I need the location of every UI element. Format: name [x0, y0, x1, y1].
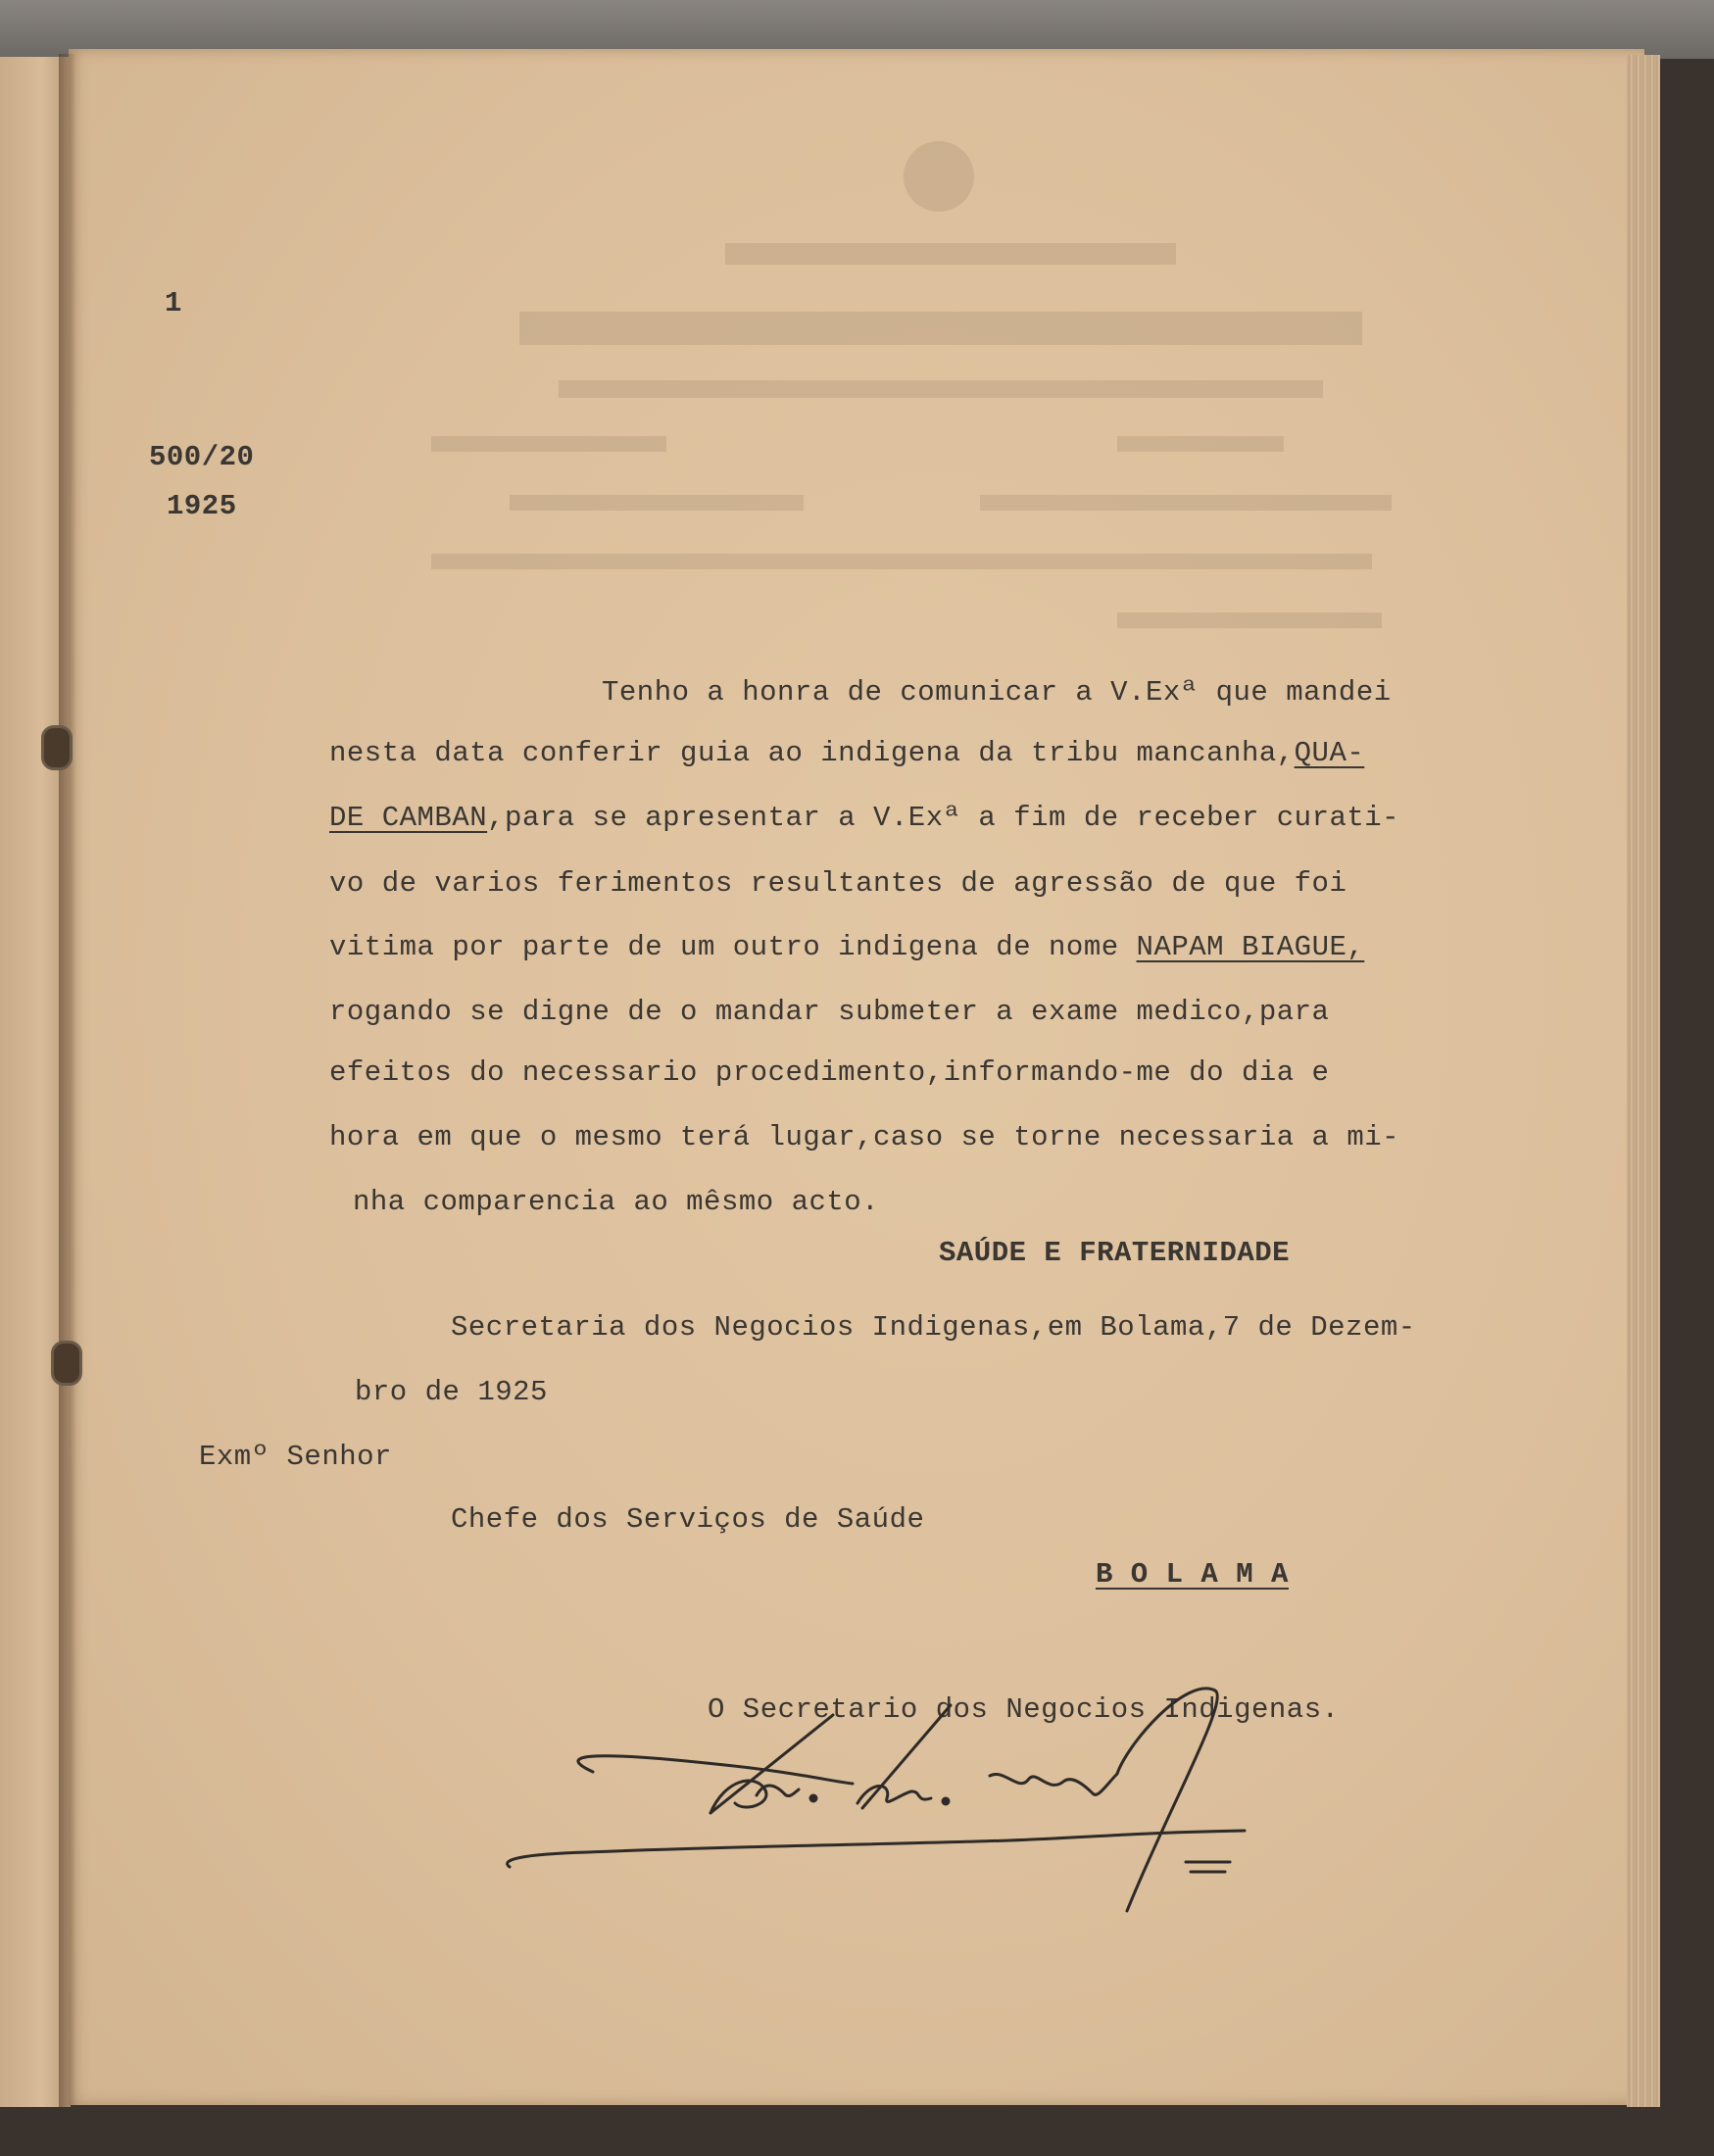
body-line: vo de varios ferimentos resultantes de agressão de que foi: [329, 867, 1347, 900]
body-line: efeitos do necessario procedimento,informando-me do dia e: [329, 1056, 1330, 1089]
body-line: [329, 931, 1364, 963]
salutation: SAÚDE E FRATERNIDADE: [939, 1237, 1291, 1269]
reference-number: 500/20: [149, 441, 255, 473]
reference-year: 1925: [167, 490, 237, 522]
date-line: bro de 1925: [355, 1376, 548, 1408]
body-line: [329, 737, 1364, 769]
addressee-city: B O L A M A: [1096, 1558, 1289, 1591]
body-line: nha comparencia ao mêsmo acto.: [353, 1186, 880, 1218]
body-text: vitima por parte de um outro indigena de nome: [329, 931, 1119, 963]
underlined-place-name: DE CAMBAN: [329, 802, 488, 834]
signatory-title: O Secretario dos Negocios Indigenas.: [708, 1693, 1340, 1726]
body-line: Tenho a honra de comunicar a V.Exª que mandei: [602, 676, 1392, 709]
body-line: hora em que o mesmo terá lugar,caso se torne necessaria a mi-: [329, 1121, 1400, 1153]
handwritten-signature: [500, 1666, 1284, 1921]
underlined-person-name: NAPAM BIAGUE,: [1136, 931, 1365, 963]
underlined-place-name: QUA-: [1294, 737, 1365, 769]
body-text: ,para se apresentar a V.Exª a fim de receber curati-: [487, 802, 1400, 834]
addressee-title: Chefe dos Serviços de Saúde: [451, 1503, 925, 1536]
date-line: Secretaria dos Negocios Indigenas,em Bolama,7 de Dezem-: [451, 1311, 1416, 1344]
body-line: [329, 802, 1399, 834]
page-number: 1: [165, 287, 182, 319]
body-text: nesta data conferir guia ao indigena da tribu mancanha,: [329, 737, 1295, 769]
addressee-honorific: Exmº Senhor: [199, 1441, 392, 1473]
body-line: rogando se digne de o mandar submeter a exame medico,para: [329, 996, 1330, 1028]
